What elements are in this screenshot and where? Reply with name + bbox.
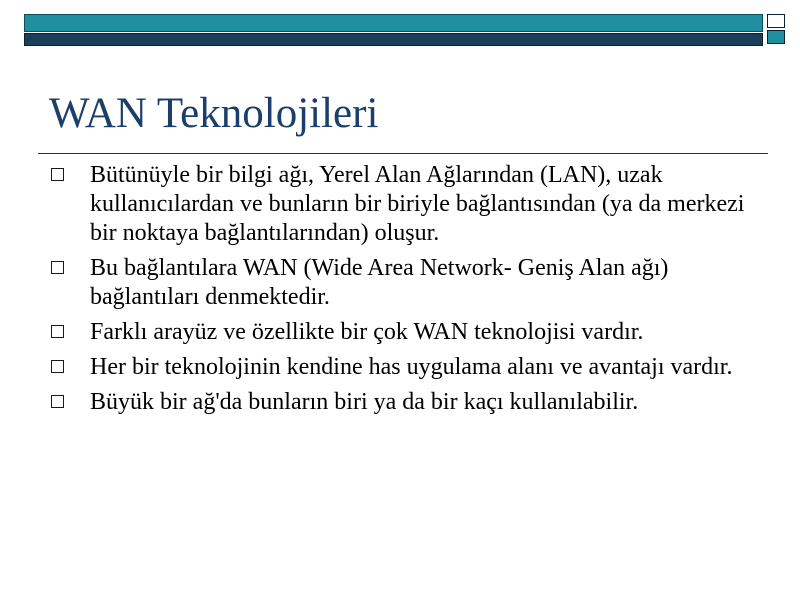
hollow-square-icon: [51, 360, 64, 373]
list-item: [48, 161, 763, 248]
hollow-square-icon: [51, 261, 64, 274]
bullet-text: Büyük bir ağ'da bunların biri ya da bir kaçı kullanılabilir.: [90, 389, 639, 415]
header-bar-teal: [24, 14, 763, 32]
list-item: [48, 388, 763, 417]
bullet-text: Farklı arayüz ve özellikte bir çok WAN teknolojisi vardır.: [90, 319, 644, 345]
corner-square-teal: [767, 30, 785, 44]
list-item: [48, 318, 763, 347]
slide-title: WAN Teknolojileri: [49, 90, 379, 137]
list-item: [48, 353, 763, 382]
corner-square-white: [767, 14, 785, 28]
bullet-text: Bütünüyle bir bilgi ağı, Yerel Alan Ağlarından (LAN), uzak kullanıcılardan ve bunların bir biriyle bağlantısından (ya da merkezi bir noktaya bağlantılarından) oluşur.: [90, 162, 745, 246]
bullet-text: Her bir teknolojinin kendine has uygulama alanı ve avantajı vardır.: [90, 354, 733, 380]
title-divider: [38, 153, 768, 154]
header-bar-navy: [24, 33, 763, 46]
hollow-square-icon: [51, 168, 64, 181]
hollow-square-icon: [51, 395, 64, 408]
hollow-square-icon: [51, 325, 64, 338]
bullet-text: Bu bağlantılara WAN (Wide Area Network- Geniş Alan ağı) bağlantıları denmektedir.: [90, 255, 669, 310]
bullet-list: [48, 161, 763, 423]
list-item: [48, 254, 763, 312]
